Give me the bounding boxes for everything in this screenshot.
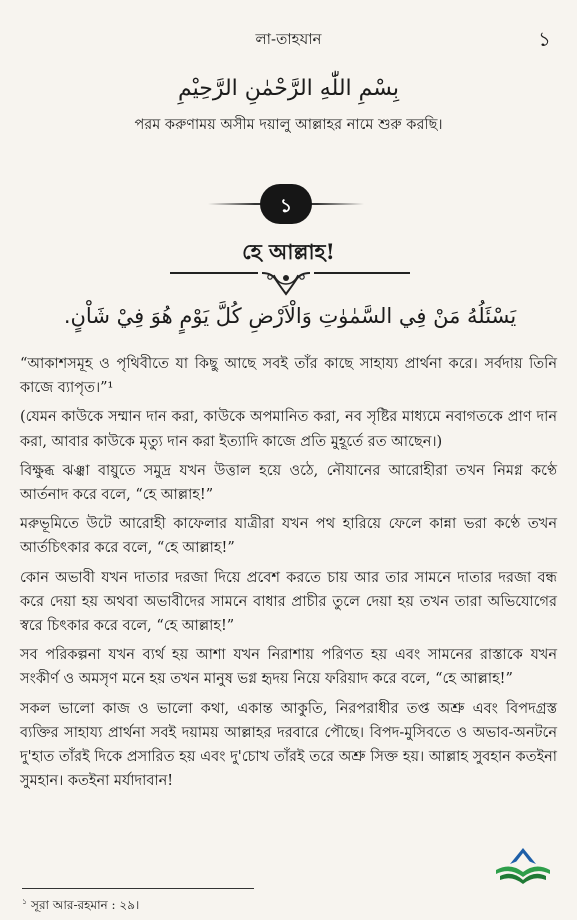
footnote-text: সূরা আর-রহমান : ২৯। bbox=[31, 898, 140, 912]
bismillah-translation: পরম করুণাময় অসীম দয়ালু আল্লাহর নামে শুরু করছি। bbox=[134, 117, 443, 133]
page-number: ১ bbox=[538, 27, 551, 51]
ornament-icon bbox=[258, 270, 314, 298]
chapter-number: ১ bbox=[279, 195, 293, 217]
paragraph: মরুভূমিতে উটে আরোহী কাফেলার যাত্রীরা যখন পথ হারিয়ে ফেলে কান্না ভরা কণ্ঠে তখন আর্তচিৎকার করে বলে, “হে আল্লাহ!” bbox=[20, 516, 557, 557]
footnote-rule bbox=[22, 888, 254, 889]
footnote bbox=[22, 896, 139, 917]
paragraph: (যেমন কাউকে সম্মান দান করা, কাউকে অপমানিত করা, নব সৃষ্টির মাধ্যমে নবাগতকে প্রাণ দান করা, আবার কাউকে মৃত্যু দান করা ইত্যাদি কাজে প্রতি মুহূর্তে রত আছেন।) bbox=[20, 409, 557, 450]
chapter-title: হে আল্লাহ! bbox=[242, 239, 335, 264]
paragraph: কোন অভাবী যখন দাতার দরজা দিয়ে প্রবেশ করতে চায় আর তার সামনে দাতার দরজা বন্ধ করে দেয়া হয় অথবা অভাবীদের সামনে বাধার প্রাচীর তুলে দেয়া হয় তখন তারা অভিযোগের স্বরে চিৎকার করে বলে, “হে আল্লাহ!” bbox=[20, 569, 557, 635]
bismillah-arabic: بِسْمِ اللّٰهِ الرَّحْمٰنِ الرَّحِيْمِ bbox=[177, 76, 400, 101]
running-head bbox=[0, 28, 577, 52]
quran-verse-arabic: يَسْئَلُهُ مَنْ فِي السَّمٰوٰتِ وَالْاَرْضِ كُلَّ يَوْمٍ هُوَ فِيْ شَاْنٍ. bbox=[63, 304, 517, 328]
paragraph: সকল ভালো কাজ ও ভালো কথা, একান্ত আকুতি, নিরপরাধীর তপ্ত অশ্রু এবং বিপদগ্রস্ত ব্যক্তির সাহায্য প্রার্থনা সবই দয়াময় আল্লাহর দরবারে পৌছে। বিপদ-মুসিবতে ও অভাব-অনটনে দু'হাত তাঁরই দিকে প্রসারিত হয় এবং দু'চোখ তাঁরই তরে অশ্রু সিক্ত হয়। আল্লাহ সুবহান কতইনা সুমহান। কতইনা মর্যাদাবান! bbox=[20, 700, 557, 790]
paragraph: সব পরিকল্পনা যখন ব্যর্থ হয় আশা যখন নিরাশায় পরিণত হয় এবং সামনের রাস্তাকে যখন সংকীর্ণ ও অমসৃণ মনে হয় তখন মানুষ ভগ্ন হৃদয় নিয়ে ফরিয়াদ করে বলে, “হে আল্লাহ!” bbox=[20, 647, 557, 688]
body-text bbox=[20, 352, 557, 798]
running-title: লা-তাহযান bbox=[255, 30, 322, 48]
paragraph: বিক্ষুব্ধ ঝঞ্ঝা বায়ুতে সমুদ্র যখন উত্তাল হয়ে ওঠে, নৌযানের আরোহীরা তখন নিমগ্ন কণ্ঠে আর্তনাদ করে বলে, “হে আল্লাহ!” bbox=[20, 462, 557, 504]
paragraph: “আকাশসমূহ ও পৃথিবীতে যা কিছু আছে সবই তাঁর কাছে সাহায্য প্রার্থনা করে। সর্বদায় তিনি কাজে ব্যাপৃত।”¹ bbox=[20, 356, 557, 397]
chapter-number-badge bbox=[260, 184, 312, 224]
publisher-logo-icon bbox=[490, 842, 556, 888]
footnote-marker: ১ bbox=[22, 897, 28, 906]
